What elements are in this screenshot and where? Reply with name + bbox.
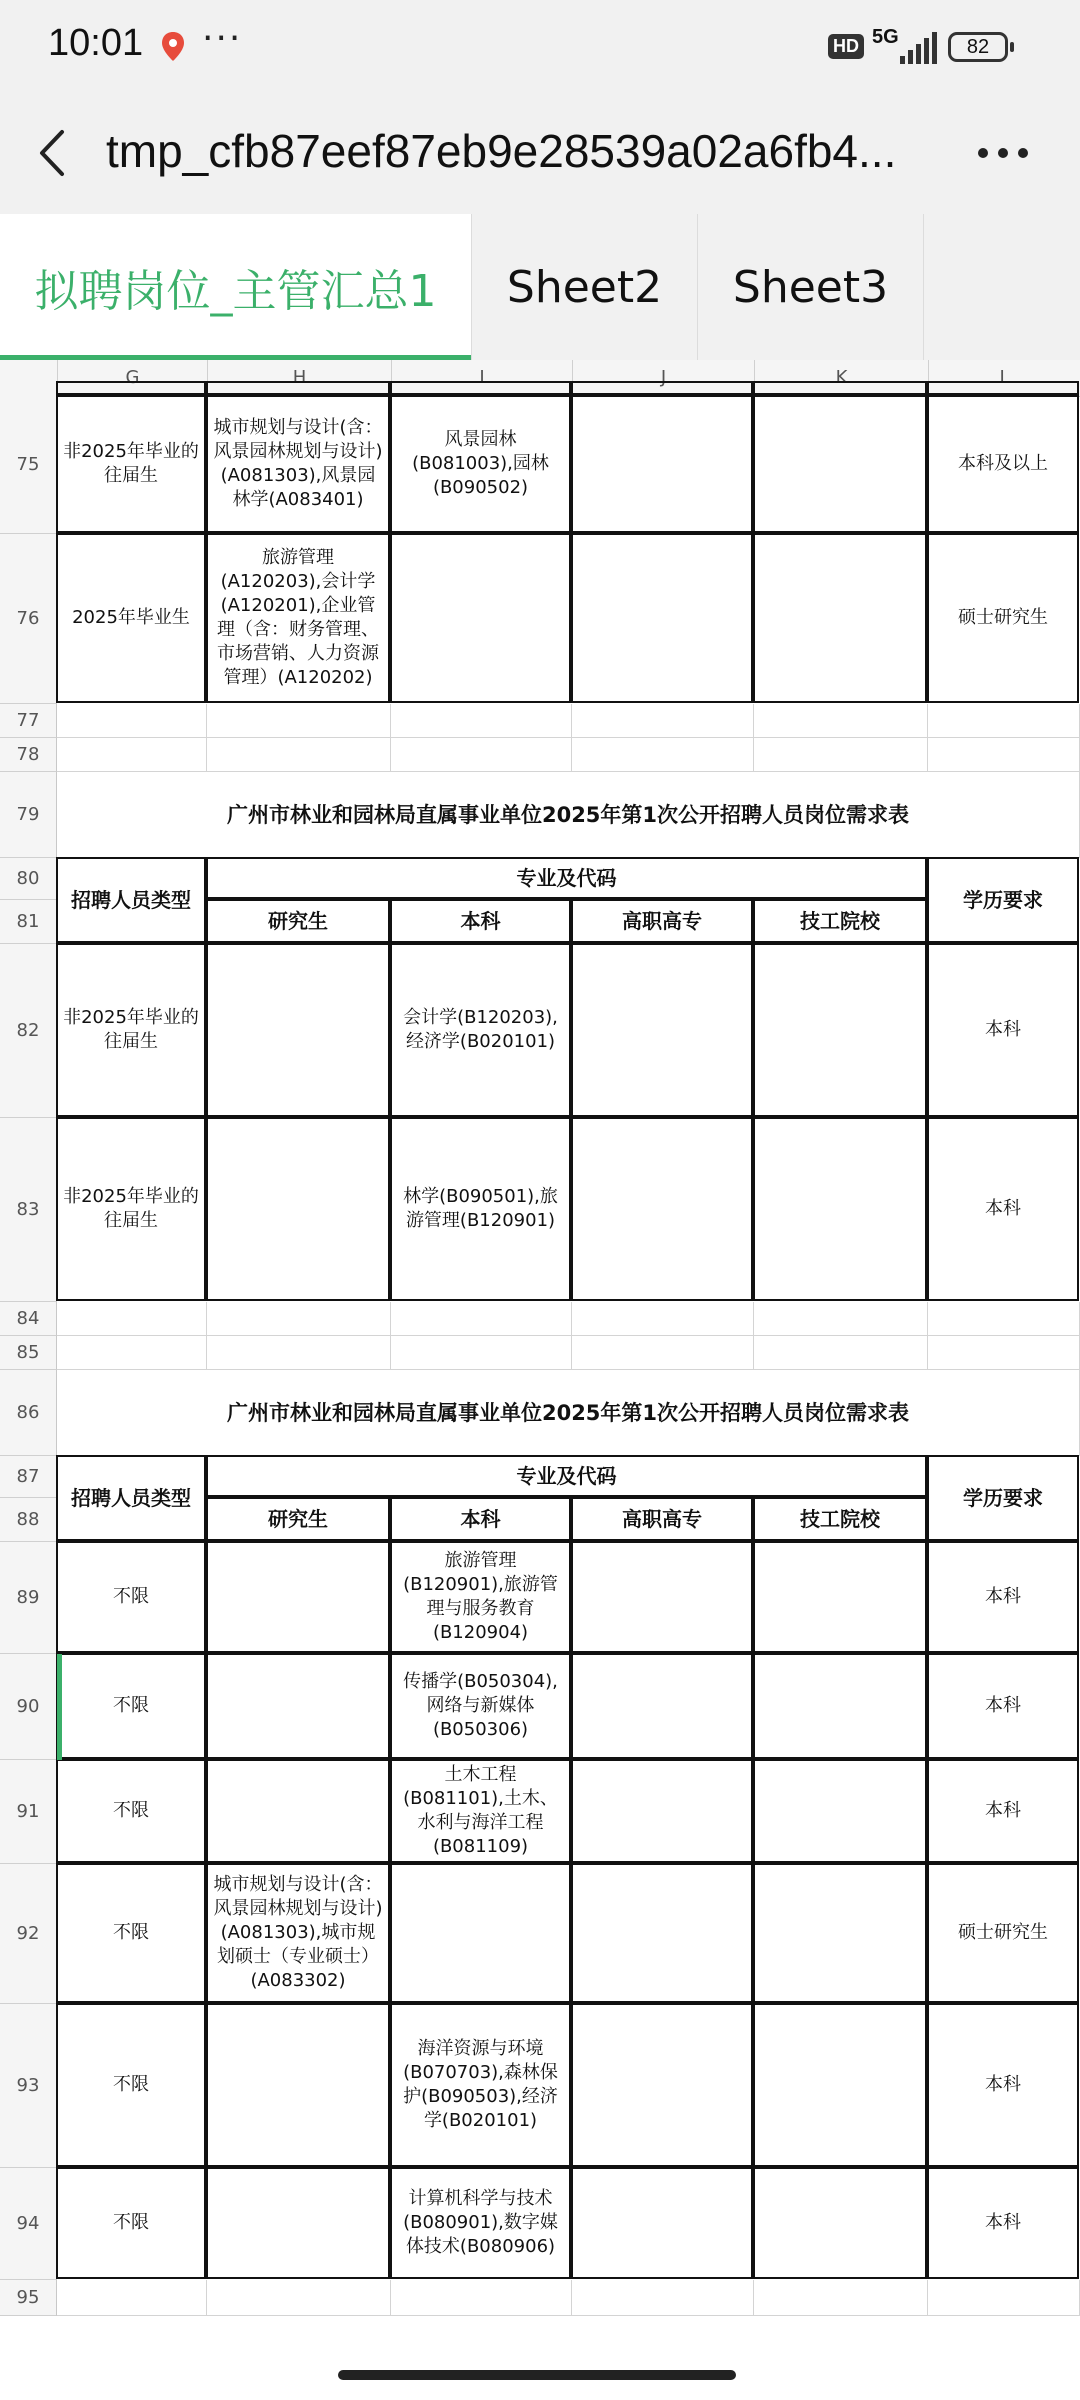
table-cell-k[interactable] — [753, 1653, 927, 1759]
empty-cell[interactable] — [207, 1302, 391, 1336]
row-header[interactable]: 80 — [0, 858, 57, 900]
empty-cell[interactable] — [391, 2280, 572, 2316]
tab-sheet-3[interactable]: Sheet3 — [698, 214, 924, 360]
table-cell-j[interactable] — [571, 1653, 753, 1759]
row-header[interactable]: 78 — [0, 738, 57, 772]
column-header-i[interactable]: I — [391, 360, 572, 396]
empty-cell[interactable] — [391, 1336, 572, 1370]
table-cell-h[interactable] — [206, 2167, 390, 2279]
table-cell-j[interactable] — [571, 395, 753, 533]
table-cell-l[interactable]: 硕士研究生 — [927, 1863, 1079, 2003]
table-cell-l[interactable]: 本科 — [927, 1117, 1079, 1301]
table-cell-j[interactable] — [571, 2003, 753, 2167]
table-cell-i[interactable] — [390, 1863, 571, 2003]
table-cell-i[interactable]: 林学(B090501),旅游管理(B120901) — [390, 1117, 571, 1301]
empty-cell[interactable] — [928, 704, 1080, 738]
table-cell-l[interactable]: 本科 — [927, 1759, 1079, 1863]
back-arrow-icon[interactable] — [36, 128, 66, 178]
cut-off-cell — [753, 381, 927, 395]
row-header[interactable]: 89 — [0, 1542, 57, 1654]
location-pin-icon — [156, 30, 190, 64]
tab-sheet-1[interactable]: 拟聘岗位_主管汇总1 — [0, 214, 472, 360]
header-recruit-type: 招聘人员类型 — [56, 1455, 206, 1541]
row-header[interactable]: 84 — [0, 1302, 57, 1336]
table-title-banner: 广州市林业和园林局直属事业单位2025年第1次公开招聘人员岗位需求表 — [57, 772, 1080, 858]
battery-indicator: 82 — [948, 32, 1008, 62]
row-header[interactable]: 90 — [0, 1654, 57, 1760]
table-title-banner: 广州市林业和园林局直属事业单位2025年第1次公开招聘人员岗位需求表 — [57, 1370, 1080, 1456]
table-cell-k[interactable] — [753, 1541, 927, 1653]
row-header[interactable]: 93 — [0, 2004, 57, 2168]
empty-cell[interactable] — [207, 704, 391, 738]
table-cell-i[interactable]: 传播学(B050304),网络与新媒体(B050306) — [390, 1653, 571, 1759]
hd-badge: HD — [828, 34, 864, 59]
table-cell-k[interactable] — [753, 1863, 927, 2003]
table-cell-g[interactable]: 不限 — [56, 2003, 206, 2167]
row-header[interactable]: 85 — [0, 1336, 57, 1370]
table-cell-j[interactable] — [571, 1759, 753, 1863]
row-header[interactable]: 82 — [0, 944, 57, 1118]
empty-cell[interactable] — [572, 704, 754, 738]
empty-cell[interactable] — [572, 1336, 754, 1370]
empty-cell[interactable] — [207, 738, 391, 772]
row-header[interactable]: 92 — [0, 1864, 57, 2004]
cut-off-cell — [56, 381, 206, 395]
column-header-g[interactable]: G — [57, 360, 207, 396]
table-cell-l[interactable]: 本科 — [927, 1541, 1079, 1653]
cut-off-cell — [206, 381, 390, 395]
empty-cell[interactable] — [57, 2280, 207, 2316]
empty-cell[interactable] — [754, 2280, 928, 2316]
sheet-tabs — [0, 214, 1080, 361]
table-cell-j[interactable] — [571, 1863, 753, 2003]
header-education: 学历要求 — [927, 857, 1079, 943]
row-header[interactable]: 87 — [0, 1456, 57, 1498]
status-bar — [0, 0, 1080, 96]
title-bar — [0, 96, 1080, 214]
header-postgraduate: 研究生 — [206, 1497, 390, 1541]
empty-cell[interactable] — [57, 704, 207, 738]
empty-cell[interactable] — [928, 738, 1080, 772]
table-cell-l[interactable]: 本科及以上 — [927, 395, 1079, 533]
table-cell-k[interactable] — [753, 943, 927, 1117]
table-cell-k[interactable] — [753, 1117, 927, 1301]
empty-cell[interactable] — [754, 1302, 928, 1336]
table-cell-i[interactable]: 计算机科学与技术(B080901),数字媒体技术(B080906) — [390, 2167, 571, 2279]
empty-cell[interactable] — [207, 2280, 391, 2316]
empty-cell[interactable] — [754, 1336, 928, 1370]
status-time: 10:01 — [48, 22, 144, 64]
signal-icon — [898, 32, 938, 66]
empty-cell[interactable] — [928, 1336, 1080, 1370]
empty-cell[interactable] — [391, 1302, 572, 1336]
table-cell-g[interactable]: 不限 — [56, 1541, 206, 1653]
empty-cell[interactable] — [57, 1336, 207, 1370]
row-header[interactable]: 79 — [0, 772, 57, 858]
network-type: 5G — [872, 26, 899, 48]
table-cell-g[interactable]: 非2025年毕业的往届生 — [56, 1117, 206, 1301]
header-education: 学历要求 — [927, 1455, 1079, 1541]
empty-cell[interactable] — [207, 1336, 391, 1370]
empty-cell[interactable] — [391, 738, 572, 772]
table-cell-h[interactable] — [206, 2003, 390, 2167]
table-cell-i[interactable]: 土木工程(B081101),土木、水利与海洋工程(B081109) — [390, 1759, 571, 1863]
cut-off-cell — [390, 381, 571, 395]
header-major-code: 专业及代码 — [206, 1455, 927, 1497]
row-header[interactable]: 94 — [0, 2168, 57, 2280]
column-header-j[interactable]: J — [572, 360, 754, 396]
table-cell-h[interactable]: 城市规划与设计(含：风景园林规划与设计)(A081303),风景园林学(A083401) — [206, 395, 390, 533]
row-header[interactable]: 75 — [0, 396, 57, 534]
table-cell-j[interactable] — [571, 1541, 753, 1653]
table-cell-i[interactable] — [390, 533, 571, 703]
empty-cell[interactable] — [572, 1302, 754, 1336]
header-technical: 技工院校 — [753, 899, 927, 943]
document-title: tmp_cfb87eef87eb9e28539a02a6fb4... — [106, 125, 897, 177]
table-cell-l[interactable]: 本科 — [927, 943, 1079, 1117]
table-cell-g[interactable]: 不限 — [56, 2167, 206, 2279]
row-header[interactable]: 95 — [0, 2280, 57, 2316]
header-major-code: 专业及代码 — [206, 857, 927, 899]
table-cell-j[interactable] — [571, 1117, 753, 1301]
header-recruit-type: 招聘人员类型 — [56, 857, 206, 943]
column-header-l[interactable]: L — [928, 360, 1080, 396]
table-cell-j[interactable] — [571, 533, 753, 703]
table-cell-k[interactable] — [753, 2003, 927, 2167]
row-header[interactable]: 81 — [0, 900, 57, 944]
table-cell-g[interactable]: 不限 — [56, 1653, 206, 1759]
home-indicator[interactable] — [338, 2370, 736, 2380]
row-header[interactable]: 83 — [0, 1118, 57, 1302]
table-cell-l[interactable]: 硕士研究生 — [927, 533, 1079, 703]
table-cell-g[interactable]: 不限 — [56, 1759, 206, 1863]
row-header[interactable]: 77 — [0, 704, 57, 738]
table-cell-h[interactable] — [206, 1541, 390, 1653]
header-technical: 技工院校 — [753, 1497, 927, 1541]
empty-cell[interactable] — [754, 704, 928, 738]
table-cell-h[interactable] — [206, 1759, 390, 1863]
table-cell-l[interactable]: 本科 — [927, 2003, 1079, 2167]
table-cell-j[interactable] — [571, 2167, 753, 2279]
header-vocational: 高职高专 — [571, 1497, 753, 1541]
empty-cell[interactable] — [928, 1302, 1080, 1336]
more-notifications-icon: ··· — [202, 18, 243, 59]
column-header-k[interactable]: K — [754, 360, 928, 396]
table-cell-g[interactable]: 不限 — [56, 1863, 206, 2003]
spreadsheet-grid[interactable] — [0, 360, 1080, 2340]
empty-cell[interactable] — [391, 704, 572, 738]
more-options-icon[interactable] — [976, 144, 1030, 162]
header-postgraduate: 研究生 — [206, 899, 390, 943]
table-cell-g[interactable]: 2025年毕业生 — [56, 533, 206, 703]
row-header[interactable]: 86 — [0, 1370, 57, 1456]
table-cell-h[interactable] — [206, 943, 390, 1117]
row-header[interactable]: 76 — [0, 534, 57, 704]
table-cell-h[interactable]: 旅游管理(A120203),会计学(A120201),企业管理（含：财务管理、市场营销、人力资源管理）(A120202) — [206, 533, 390, 703]
table-cell-k[interactable] — [753, 2167, 927, 2279]
row-header[interactable]: 88 — [0, 1498, 57, 1542]
header-undergraduate: 本科 — [390, 1497, 571, 1541]
empty-cell[interactable] — [754, 738, 928, 772]
selection-marker — [57, 1654, 62, 1760]
empty-cell[interactable] — [572, 2280, 754, 2316]
table-cell-l[interactable]: 本科 — [927, 2167, 1079, 2279]
table-cell-k[interactable] — [753, 1759, 927, 1863]
table-cell-h[interactable] — [206, 1653, 390, 1759]
cut-off-cell — [927, 381, 1079, 395]
row-header[interactable]: 91 — [0, 1760, 57, 1864]
table-cell-i[interactable]: 海洋资源与环境(B070703),森林保护(B090503),经济学(B020101) — [390, 2003, 571, 2167]
table-cell-i[interactable]: 会计学(B120203),经济学(B020101) — [390, 943, 571, 1117]
table-cell-j[interactable] — [571, 943, 753, 1117]
tab-sheet-2[interactable]: Sheet2 — [472, 214, 698, 360]
table-cell-g[interactable]: 非2025年毕业的往届生 — [56, 395, 206, 533]
header-undergraduate: 本科 — [390, 899, 571, 943]
column-header-h[interactable]: H — [207, 360, 391, 396]
table-cell-h[interactable]: 城市规划与设计(含：风景园林规划与设计)(A081303),城市规划硕士（专业硕士）(A083302) — [206, 1863, 390, 2003]
table-cell-k[interactable] — [753, 533, 927, 703]
table-cell-i[interactable]: 风景园林(B081003),园林(B090502) — [390, 395, 571, 533]
table-cell-k[interactable] — [753, 395, 927, 533]
table-cell-h[interactable] — [206, 1117, 390, 1301]
empty-cell[interactable] — [57, 1302, 207, 1336]
header-vocational: 高职高专 — [571, 899, 753, 943]
cut-off-cell — [571, 381, 753, 395]
table-cell-l[interactable]: 本科 — [927, 1653, 1079, 1759]
table-cell-i[interactable]: 旅游管理(B120901),旅游管理与服务教育(B120904) — [390, 1541, 571, 1653]
table-cell-g[interactable]: 非2025年毕业的往届生 — [56, 943, 206, 1117]
empty-cell[interactable] — [572, 738, 754, 772]
empty-cell[interactable] — [928, 2280, 1080, 2316]
empty-cell[interactable] — [57, 738, 207, 772]
